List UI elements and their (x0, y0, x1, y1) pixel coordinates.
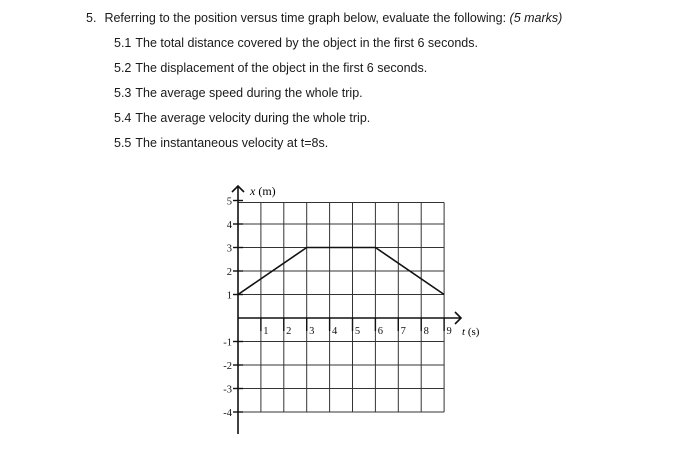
subquestion-text: The displacement of the object in the first 6 seconds. (135, 61, 428, 75)
x-axis-unit: (s) (467, 326, 480, 338)
subquestion-text: The average speed during the whole trip. (135, 86, 363, 100)
x-tick-label: 8 (423, 326, 429, 337)
question-number: 5. (86, 11, 97, 25)
y-tick-label: 1 (226, 290, 232, 302)
x-tick-label: 7 (400, 326, 406, 337)
y-tick-label: 4 (226, 220, 232, 231)
subquestion-id: 5.5 (114, 136, 132, 150)
y-axis-unit: (m) (258, 184, 276, 198)
y-tick-label: 5 (226, 196, 232, 208)
subquestion-id: 5.3 (114, 86, 132, 100)
x-tick-label: 5 (354, 326, 361, 337)
x-tick-label: 2 (286, 326, 292, 337)
subquestion-text: The average velocity during the whole trip. (135, 111, 371, 125)
x-axis-variable: t (462, 326, 466, 338)
y-axis-variable: x (250, 184, 256, 198)
y-axis-label (249, 184, 276, 198)
ticks (223, 197, 451, 420)
subquestion-text: The total distance covered by the object in the first 6 seconds. (135, 36, 478, 50)
x-tick-label: 1 (263, 326, 269, 337)
axes (232, 184, 480, 434)
y-tick-label: -1 (223, 337, 232, 349)
question-marks: (5 marks) (509, 11, 563, 25)
y-tick-label: -3 (223, 384, 232, 396)
subquestion-id: 5.1 (114, 36, 132, 50)
y-tick-label: 2 (226, 267, 232, 278)
x-tick-label: 4 (331, 326, 338, 337)
subquestion-text: The instantaneous velocity at t=8s. (135, 136, 329, 150)
x-axis-label (462, 326, 480, 338)
x-tick-label: 9 (446, 326, 452, 337)
grid (238, 203, 444, 413)
subquestion-id: 5.4 (114, 111, 132, 125)
x-tick-label: 6 (377, 326, 384, 337)
y-tick-label: -2 (223, 361, 232, 372)
y-tick-label: 3 (226, 243, 232, 255)
y-tick-label: -4 (223, 408, 232, 419)
subquestion-id: 5.2 (114, 61, 132, 75)
x-tick-label: 3 (309, 326, 315, 337)
question-text: Referring to the position versus time graph below, evaluate the following: (104, 11, 507, 25)
